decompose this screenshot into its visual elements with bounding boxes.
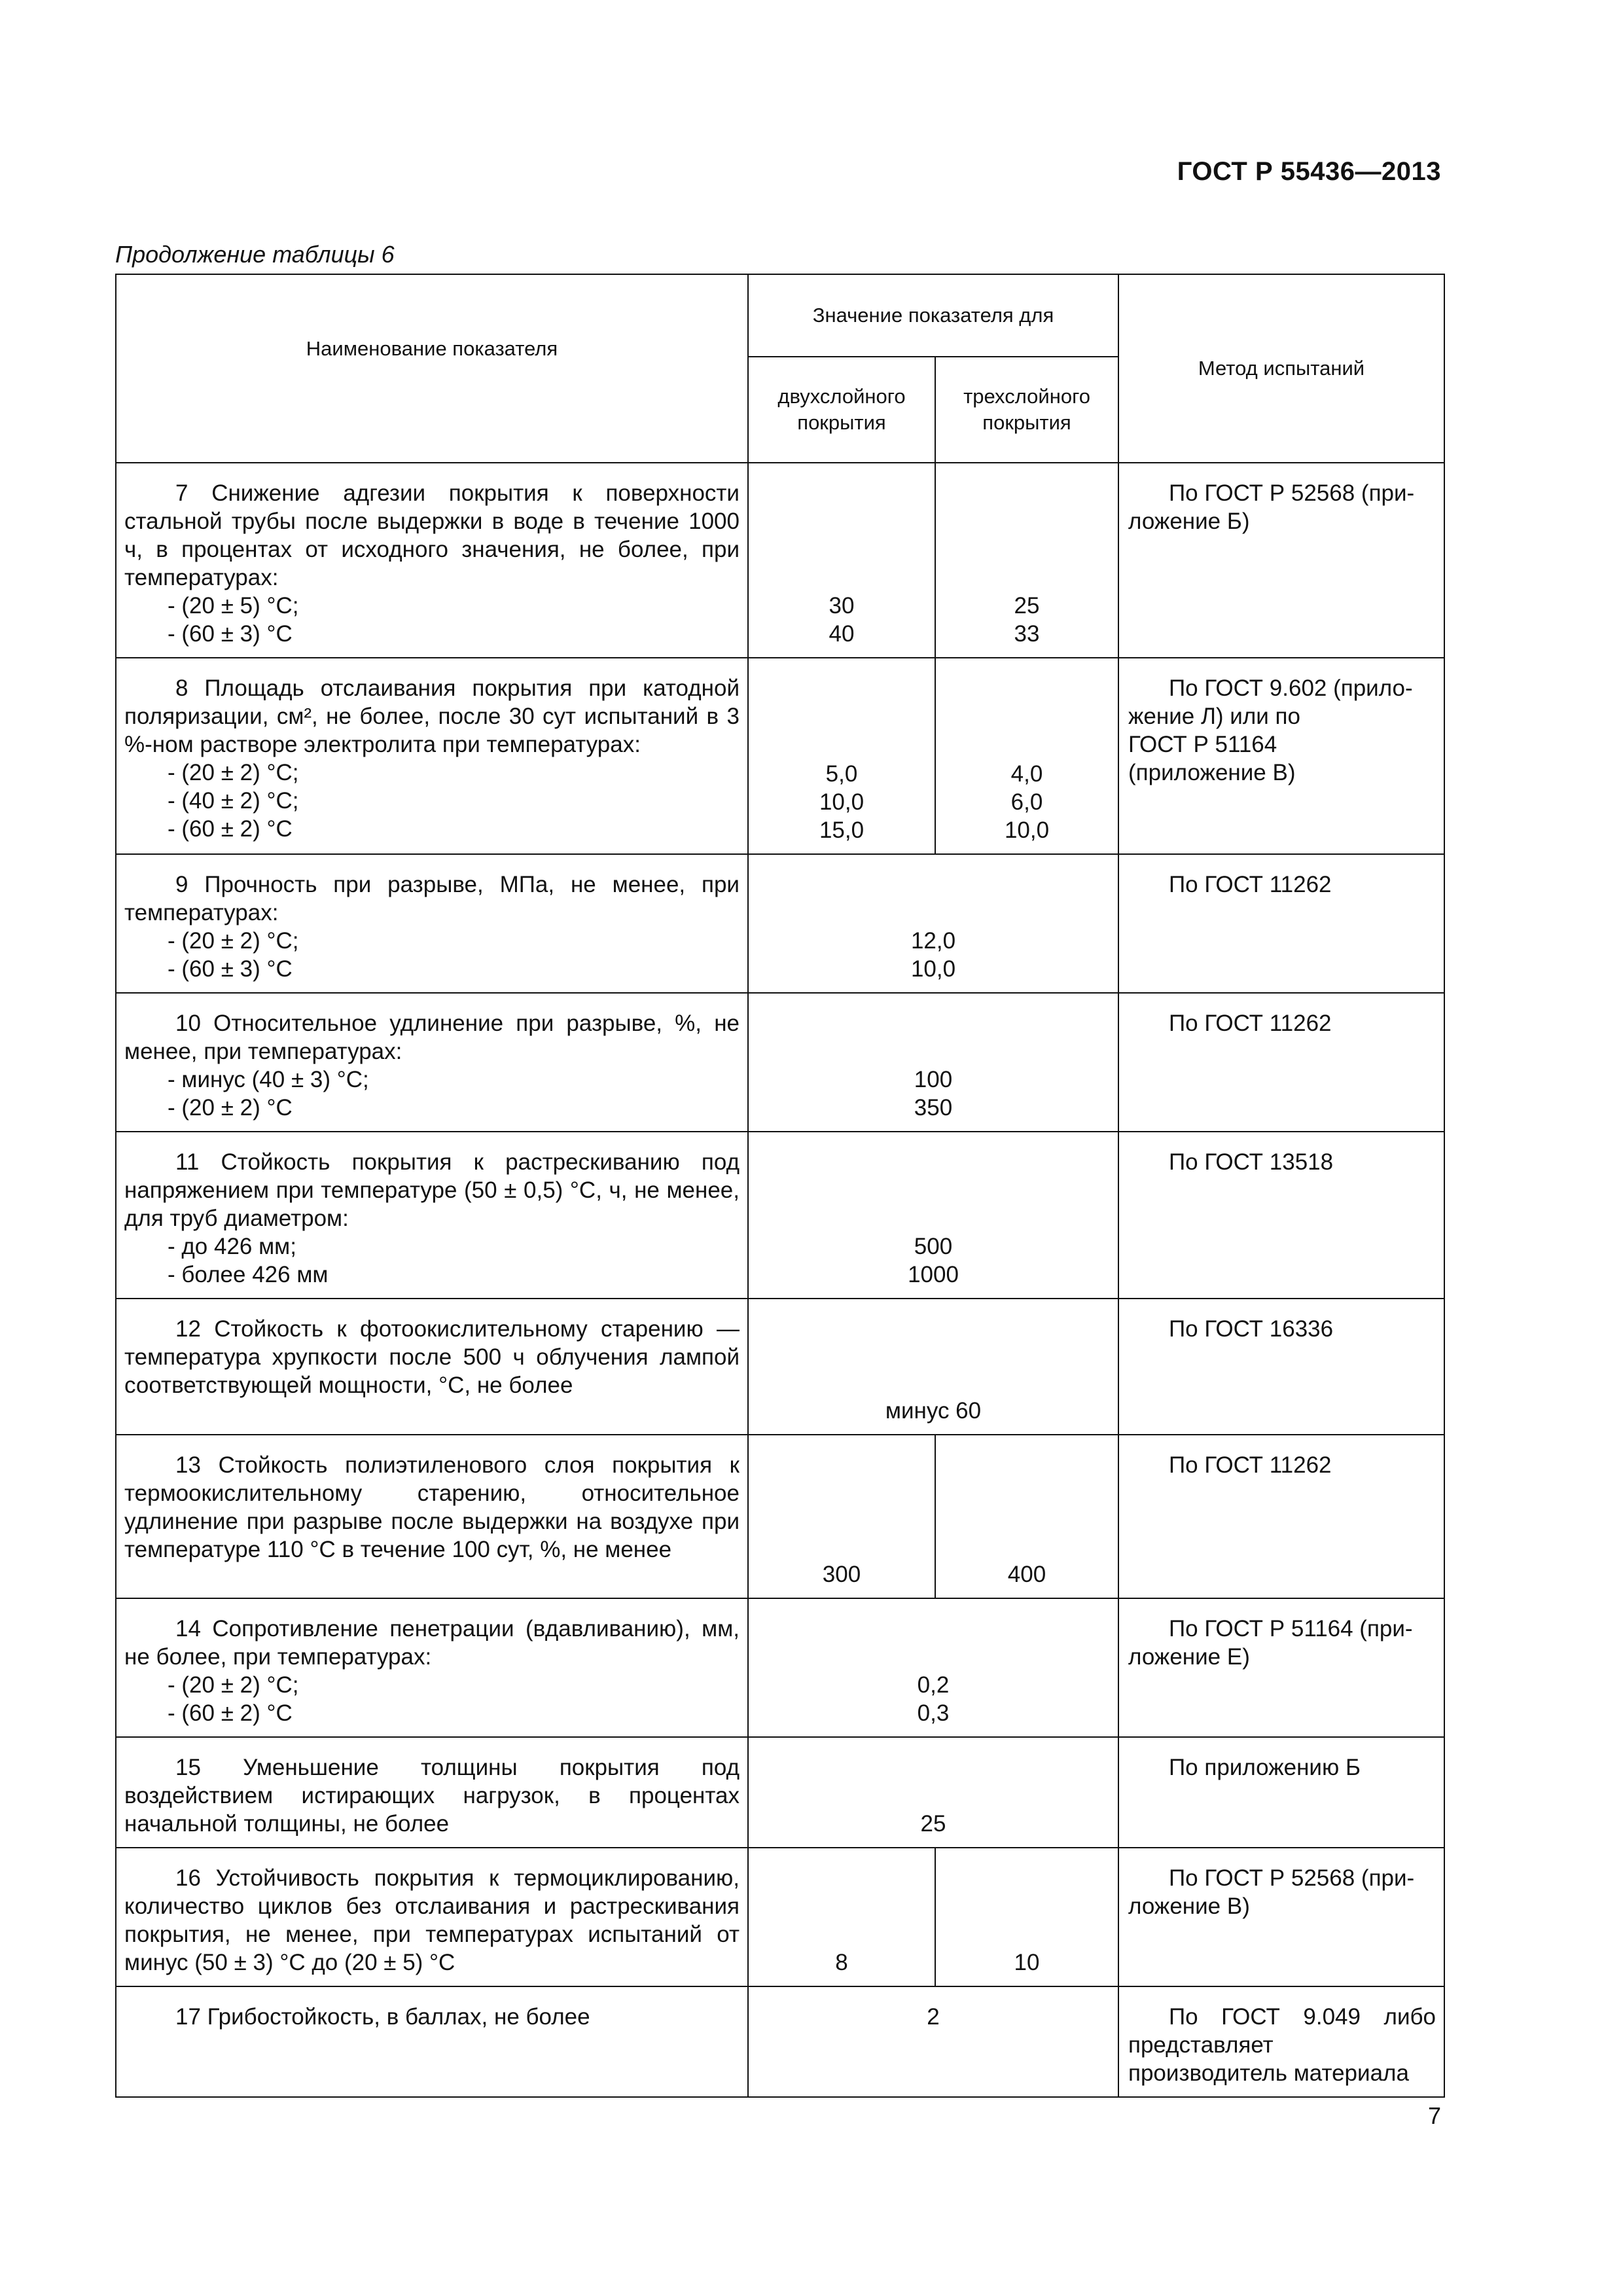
shared-value: 500 — [914, 1234, 953, 1259]
specification-table — [115, 274, 1445, 2098]
indicator-name-cell — [116, 1737, 748, 1848]
three-layer-value-cell — [935, 658, 1118, 854]
table-body — [116, 463, 1444, 2097]
temperature-condition: - минус (40 ± 3) °С; — [168, 1067, 369, 1092]
shared-value-cell — [748, 1132, 1118, 1299]
indicator-name-cell — [116, 1598, 748, 1737]
three-layer-value-cell — [935, 1435, 1118, 1598]
indicator-name-cell — [116, 993, 748, 1132]
shared-value: 0,2 — [917, 1672, 950, 1698]
indicator-name-cell — [116, 1132, 748, 1299]
test-method: По ГОСТ 11262 — [1169, 1011, 1332, 1036]
indicator-name-cell — [116, 854, 748, 993]
test-method-cell — [1118, 1435, 1444, 1598]
header-indicator-name: Наименование показателя — [116, 274, 748, 463]
test-method: По ГОСТ 11262 — [1169, 872, 1332, 897]
shared-value-cell — [748, 993, 1118, 1132]
test-method: По ГОСТ 11262 — [1169, 1452, 1332, 1478]
shared-value-cell — [748, 1299, 1118, 1435]
two-layer-value-cell — [748, 658, 935, 854]
shared-value-cell — [748, 854, 1118, 993]
temperature-condition: - (60 ± 2) °С — [168, 1700, 293, 1726]
temperature-condition: - (60 ± 2) °С — [168, 816, 293, 842]
shared-value: минус 60 — [885, 1398, 982, 1424]
test-method: По ГОСТ 9.602 (прило- — [1169, 675, 1413, 701]
table-row — [116, 1435, 1444, 1598]
shared-value: 0,3 — [917, 1700, 950, 1726]
test-method: жение Л) или по — [1128, 704, 1300, 729]
table-row — [116, 1737, 1444, 1848]
two-layer-value-cell — [748, 1848, 935, 1986]
indicator-name: 7 Снижение адгезии покрытия к поверхности стальной трубы после выдержки в воде в течение 1000 ч, в процентах от исходного значения, не более, при температурах: — [124, 480, 740, 590]
shared-value: 2 — [927, 2004, 940, 2030]
shared-value-cell — [748, 1598, 1118, 1737]
three-layer-value: 33 — [1014, 621, 1040, 647]
test-method: По ГОСТ 16336 — [1169, 1316, 1334, 1342]
temperature-condition: - (20 ± 2) °С; — [168, 1672, 299, 1698]
table-row — [116, 854, 1444, 993]
indicator-name: 10 Относительное удлинение при разрыве, %, не менее, при температурах: — [124, 1011, 740, 1064]
table-row — [116, 1848, 1444, 1986]
indicator-name: 13 Стойкость полиэтиленового слоя покрытия к термоокислительному старению, относительное удлинение при разрыве после выдержки на воздухе при температуре 110 °С в течение 100 сут, %, не менее — [124, 1452, 740, 1562]
indicator-name: 9 Прочность при разрыве, МПа, не менее, при температурах: — [124, 872, 740, 925]
test-method: По ГОСТ 13518 — [1169, 1149, 1334, 1175]
test-method: По ГОСТ 9.049 либо представляет производитель материала — [1128, 2004, 1436, 2086]
test-method-cell — [1118, 1848, 1444, 1986]
table-caption: Продолжение таблицы 6 — [115, 241, 395, 268]
table-row — [116, 993, 1444, 1132]
indicator-name: 8 Площадь отслаивания покрытия при катодной поляризации, см², не более, после 30 сут испытаний в 3 %-ном растворе электролита при температурах: — [124, 675, 740, 757]
indicator-name-cell — [116, 1848, 748, 1986]
table-row — [116, 1132, 1444, 1299]
test-method: По ГОСТ Р 52568 (при- — [1169, 480, 1415, 506]
document-code: ГОСТ Р 55436—2013 — [1177, 157, 1441, 186]
test-method: По ГОСТ Р 52568 (при- — [1169, 1865, 1415, 1891]
table-row — [116, 463, 1444, 658]
indicator-name-cell — [116, 658, 748, 854]
three-layer-value: 400 — [1007, 1562, 1046, 1587]
two-layer-value: 30 — [829, 593, 855, 619]
two-layer-value: 5,0 — [825, 761, 858, 787]
indicator-name-cell — [116, 1435, 748, 1598]
indicator-name-cell — [116, 463, 748, 658]
three-layer-value: 10 — [1014, 1950, 1040, 1975]
test-method-cell — [1118, 1299, 1444, 1435]
shared-value: 100 — [914, 1067, 953, 1092]
indicator-name: 15 Уменьшение толщины покрытия под воздействием истирающих нагрузок, в процентах начальной толщины, не более — [124, 1755, 740, 1837]
indicator-name-cell — [116, 1299, 748, 1435]
three-layer-value: 10,0 — [1004, 817, 1050, 843]
three-layer-value: 25 — [1014, 593, 1040, 619]
three-layer-value-cell — [935, 1848, 1118, 1986]
table-row — [116, 658, 1444, 854]
test-method: По приложению Б — [1169, 1755, 1361, 1780]
two-layer-value: 300 — [822, 1562, 861, 1587]
two-layer-value: 8 — [835, 1950, 848, 1975]
test-method-cell — [1118, 1598, 1444, 1737]
shared-value: 1000 — [908, 1262, 959, 1287]
header-values: Значение показателя для — [748, 274, 1118, 357]
indicator-name: 12 Стойкость к фотоокислительному старению — температура хрупкости после 500 ч облучения лампой соответствующей мощности, °С, не более — [124, 1316, 740, 1398]
test-method-cell — [1118, 1986, 1444, 2097]
two-layer-value-cell — [748, 1435, 935, 1598]
temperature-condition: - (60 ± 3) °С — [168, 621, 293, 647]
test-method-cell — [1118, 1737, 1444, 1848]
page-number: 7 — [1427, 2102, 1441, 2129]
test-method: ложение Е) — [1128, 1644, 1250, 1670]
temperature-condition: - (60 ± 3) °С — [168, 956, 293, 982]
temperature-condition: - до 426 мм; — [168, 1234, 296, 1259]
shared-value: 12,0 — [910, 928, 956, 954]
three-layer-value-cell — [935, 463, 1118, 658]
temperature-condition: - (20 ± 5) °С; — [168, 593, 299, 619]
two-layer-value-cell — [748, 463, 935, 658]
indicator-name: 14 Сопротивление пенетрации (вдавливанию), мм, не более, при температурах: — [124, 1616, 740, 1670]
temperature-condition: - (40 ± 2) °С; — [168, 788, 299, 814]
table-row — [116, 1986, 1444, 2097]
indicator-name-cell — [116, 1986, 748, 2097]
indicator-name: 11 Стойкость покрытия к растрескиванию под напряжением при температуре (50 ± 0,5) °С, ч, не менее, для труб диаметром: — [124, 1149, 740, 1231]
test-method-cell — [1118, 993, 1444, 1132]
table-row — [116, 1299, 1444, 1435]
test-method-cell — [1118, 854, 1444, 993]
temperature-condition: - более 426 мм — [168, 1262, 329, 1287]
two-layer-value: 15,0 — [819, 817, 865, 843]
header-three-layer: трехслойного покрытия — [935, 357, 1118, 463]
test-method: ложение В) — [1128, 1893, 1250, 1919]
test-method: ложение Б) — [1128, 509, 1250, 534]
indicator-name: 16 Устойчивость покрытия к термоциклированию, количество циклов без отслаивания и растрескивания покрытия, не менее, при температурах испытаний от минус (50 ± 3) °С до (20 ± 5) °С — [124, 1865, 740, 1975]
three-layer-value: 4,0 — [1010, 761, 1043, 787]
indicator-name: 17 Грибостойкость, в баллах, не более — [175, 2004, 590, 2030]
temperature-condition: - (20 ± 2) °С — [168, 1095, 293, 1121]
table-row — [116, 1598, 1444, 1737]
test-method: По ГОСТ Р 51164 (при- — [1169, 1616, 1413, 1641]
shared-value: 10,0 — [910, 956, 956, 982]
table-header — [116, 274, 1444, 463]
shared-value: 350 — [914, 1095, 953, 1121]
test-method: (приложение В) — [1128, 760, 1296, 785]
test-method-cell — [1118, 658, 1444, 854]
temperature-condition: - (20 ± 2) °С; — [168, 928, 299, 954]
three-layer-value: 6,0 — [1010, 789, 1043, 815]
test-method-cell — [1118, 1132, 1444, 1299]
shared-value-cell — [748, 1986, 1118, 2097]
two-layer-value: 40 — [829, 621, 855, 647]
header-test-method: Метод испытаний — [1118, 274, 1444, 463]
header-two-layer: двухслойного покрытия — [748, 357, 935, 463]
test-method-cell — [1118, 463, 1444, 658]
temperature-condition: - (20 ± 2) °С; — [168, 760, 299, 785]
shared-value: 25 — [920, 1811, 946, 1837]
shared-value-cell — [748, 1737, 1118, 1848]
two-layer-value: 10,0 — [819, 789, 865, 815]
test-method: ГОСТ Р 51164 — [1128, 732, 1277, 757]
